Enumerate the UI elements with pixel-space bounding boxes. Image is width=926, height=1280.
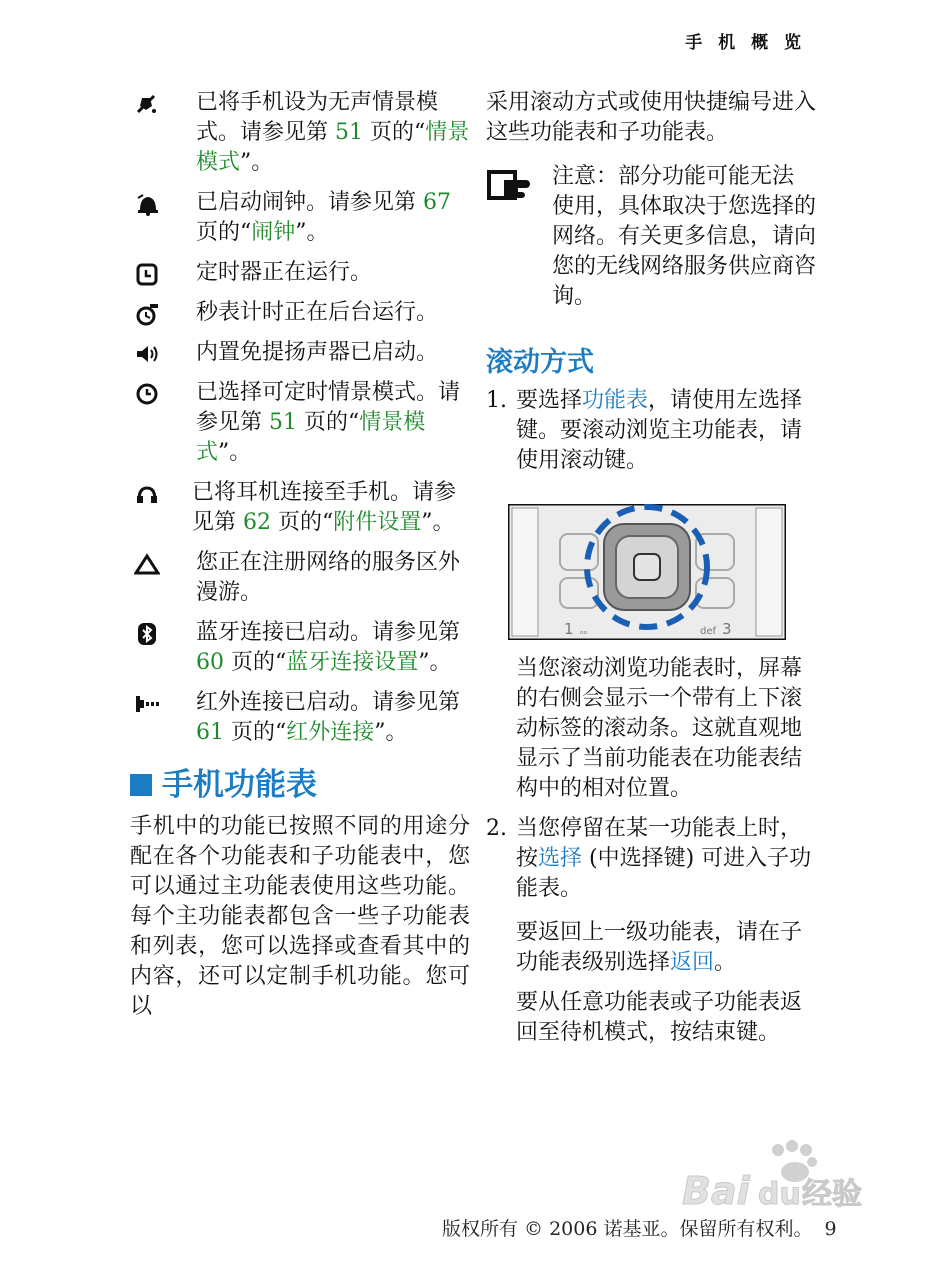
left-column xyxy=(130,88,470,1022)
bluetooth-icon xyxy=(134,622,160,646)
status-description xyxy=(196,190,451,245)
description-text: 您正在注册网络的服务区外漫游。 xyxy=(196,550,461,605)
back-link[interactable]: 返回 xyxy=(670,950,715,975)
status-icon-row xyxy=(130,188,470,248)
step-2-detail xyxy=(486,918,816,1048)
page-ref: 61 xyxy=(196,720,224,745)
description-text: 蓝牙连接已启动。请参见第 xyxy=(196,620,461,645)
key-1-sub-label: ₒₒ xyxy=(580,627,588,637)
watermark-text-bai: Bai xyxy=(682,1169,750,1213)
step-2-paragraph-1 xyxy=(516,918,816,978)
status-description xyxy=(196,300,438,325)
status-icon-row xyxy=(130,688,470,748)
description-text: 定时器正在运行。 xyxy=(196,260,373,285)
status-description xyxy=(192,480,456,535)
roaming-icon xyxy=(134,552,160,576)
stopwatch-icon xyxy=(134,302,160,326)
page-ref: 67 xyxy=(423,190,451,215)
status-icon-row xyxy=(130,298,470,328)
step-number: 1. xyxy=(486,388,507,413)
note-label: 注意： xyxy=(552,164,619,189)
note-hand-icon xyxy=(486,166,536,206)
status-description xyxy=(196,90,469,175)
para-text: 要返回上一级功能表，请在子功能表级别选择 xyxy=(516,920,803,975)
description-text: 页的“ xyxy=(224,720,287,745)
status-description xyxy=(196,260,372,285)
scroll-section-heading: 滚动方式 xyxy=(486,347,594,378)
description-text: ”。 xyxy=(421,510,455,535)
status-description xyxy=(196,690,460,745)
page-ref: 51 xyxy=(269,410,297,435)
continuation-paragraph: 采用滚动方式或使用快捷编号进入这些功能表和子功能表。 xyxy=(486,90,817,145)
running-header: 手 机 概 览 xyxy=(685,33,806,53)
status-icon-row xyxy=(130,258,470,288)
key-1-label: 1 xyxy=(564,620,574,638)
watermark-text-jingyan: 经验 xyxy=(802,1177,862,1212)
description-text: 页的“ xyxy=(363,120,426,145)
status-description xyxy=(196,380,460,465)
status-icon-row xyxy=(130,548,470,608)
description-text: 已选择可定时情景模式。请参见第 xyxy=(196,380,461,435)
status-description xyxy=(196,620,460,675)
step-text: 当您停留在某一功能表上时，按 xyxy=(516,816,803,871)
key-3-label: 3 xyxy=(722,620,732,638)
alarm-bell-icon xyxy=(134,192,160,216)
copyright-text: 版权所有 © 2006 诺基亚。保留所有权利。 xyxy=(442,1218,813,1240)
description-text: 秒表计时正在后台运行。 xyxy=(196,300,439,325)
description-text: ”。 xyxy=(218,440,252,465)
page-footer xyxy=(442,1214,837,1241)
note-box xyxy=(486,162,816,312)
cross-ref-link[interactable]: 附件设置 xyxy=(333,510,422,535)
menu-section-heading xyxy=(130,767,470,803)
note-text: 部分功能可能无法使用，具体取决于您选择的网络。有关更多信息，请向您的无线网络服务供应商咨询。 xyxy=(552,164,817,309)
status-icon-row xyxy=(130,88,470,178)
step-1-paragraph: 当您滚动浏览功能表时，屏幕的右侧会显示一个带有上下滚动标签的滚动条。这就直观地显示了当前功能表在功能表结构中的相对位置。 xyxy=(516,656,803,801)
step-2-paragraph-2: 要从任意功能表或子功能表返回至待机模式，按结束键。 xyxy=(516,990,803,1045)
step-number: 2. xyxy=(486,816,507,841)
timer-icon xyxy=(134,262,160,286)
heading-square-icon xyxy=(130,774,152,796)
baidu-jingyan-watermark xyxy=(680,1138,870,1218)
right-column xyxy=(486,88,816,1058)
status-icon-list xyxy=(130,88,470,748)
timed-profile-icon xyxy=(134,382,160,406)
headset-icon xyxy=(134,482,160,506)
page-ref: 62 xyxy=(243,510,271,535)
loudspeaker-icon xyxy=(134,342,160,366)
description-text: 页的“ xyxy=(224,650,287,675)
page-number: 9 xyxy=(824,1218,837,1240)
description-text: ”。 xyxy=(374,720,408,745)
menu-heading-text: 手机功能表 xyxy=(162,767,317,803)
description-text: 页的“ xyxy=(297,410,360,435)
status-description xyxy=(196,340,438,365)
phone-keypad-illustration xyxy=(508,504,786,640)
watermark-text-du: du xyxy=(758,1177,801,1212)
description-text: 已将手机设为无声情景模式。请参见第 xyxy=(196,90,439,145)
cross-ref-link[interactable]: 红外连接 xyxy=(286,720,375,745)
status-icon-row xyxy=(130,378,470,468)
cross-ref-link[interactable]: 情景模式 xyxy=(196,120,470,175)
step-1-detail xyxy=(486,654,816,804)
para-text: 。 xyxy=(714,950,737,975)
step-text: ，请使用左选择键。要滚动浏览主功能表，请使用滚动键。 xyxy=(516,388,803,473)
menu-body-paragraph: 手机中的功能已按照不同的用途分配在各个功能表和子功能表中，您可以通过主功能表使用这些功能。每个主功能表都包含一些子功能表和列表，您可以选择或查看其中的内容，还可以定制手机功能。您可以 xyxy=(130,814,470,1019)
description-text: 已启动闹钟。请参见第 xyxy=(196,190,423,215)
description-text: 内置免提扬声器已启动。 xyxy=(196,340,439,365)
description-text: ”。 xyxy=(240,150,274,175)
menu-link[interactable]: 功能表 xyxy=(582,388,649,413)
description-text: ”。 xyxy=(295,220,329,245)
key-3-sub-label: def xyxy=(700,626,717,637)
description-text: 已将耳机连接至手机。请参见第 xyxy=(192,480,457,535)
cross-ref-link[interactable]: 情景模式 xyxy=(196,410,426,465)
page-ref: 60 xyxy=(196,650,224,675)
cross-ref-link[interactable]: 蓝牙连接设置 xyxy=(286,650,419,675)
description-text: 页的“ xyxy=(271,510,334,535)
status-icon-row xyxy=(130,478,470,538)
select-link[interactable]: 选择 xyxy=(538,846,583,871)
cross-ref-link[interactable]: 闹钟 xyxy=(251,220,296,245)
description-text: 红外连接已启动。请参见第 xyxy=(196,690,461,715)
status-icon-row xyxy=(130,618,470,678)
silent-profile-icon xyxy=(134,92,160,116)
description-text: ”。 xyxy=(418,650,452,675)
step-text: 要选择 xyxy=(516,388,583,413)
description-text: 页的“ xyxy=(196,220,252,245)
infrared-icon xyxy=(134,692,160,716)
step-text: (中选择键) 可进入子功能表。 xyxy=(516,846,812,901)
step-2 xyxy=(486,814,816,904)
step-1 xyxy=(486,386,816,476)
status-description xyxy=(196,550,460,605)
status-icon-row xyxy=(130,338,470,368)
page-ref: 51 xyxy=(335,120,363,145)
